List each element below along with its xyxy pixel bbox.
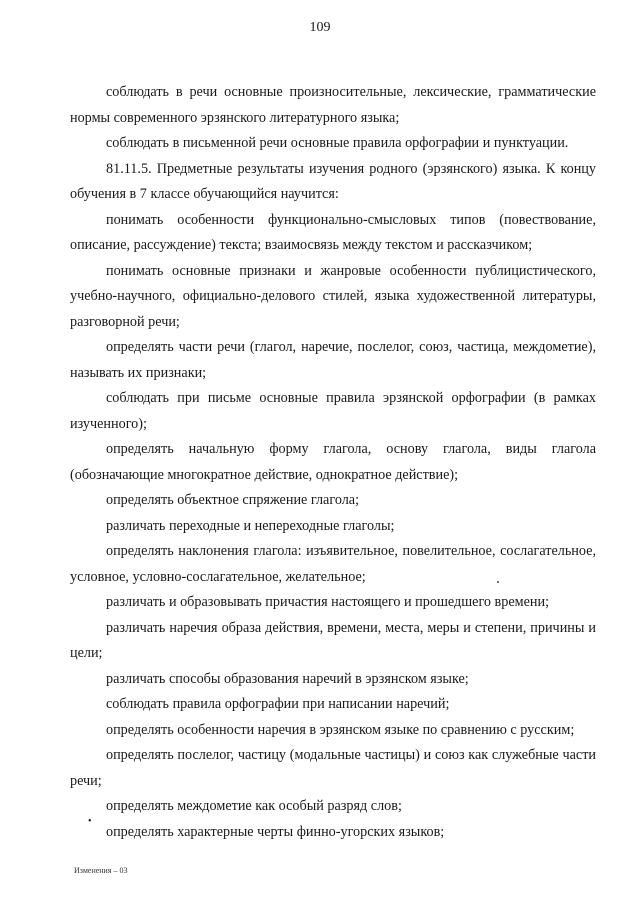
document-body [70,80,596,845]
paragraph-9: определять объектное спряжение глагола; [106,492,360,508]
page-number: 109 [309,20,331,35]
paragraph-10: различать переходные и непереходные глаголы; [106,517,395,534]
scan-speck [497,581,499,583]
paragraph-8: определять начальную форму глагола, основу глагола, виды глагола (обозначающие многократное действие, однократное действие); [70,441,596,483]
paragraph-1: соблюдать в речи основные произносительные, лексические, грамматические нормы современного эрзянского литературного языка; [70,84,596,126]
paragraph-6: определять части речи (глагол, наречие, послелог, союз, частица, междометие), называть их признаки; [70,339,596,381]
paragraph-13: различать наречия образа действия, времени, места, меры и степени, причины и цели; [70,619,596,661]
paragraph-15: соблюдать правила орфографии при написании наречий; [106,696,450,712]
paragraph-19: определять характерные черты финно-угорских языков; [106,823,445,840]
footer-revision: Изменения – 03 [74,866,128,875]
paragraph-5: понимать основные признаки и жанровые особенности публицистического, учебно-научного, официально-делового стилей, языка художественной литературы, разговорной речи; [70,262,596,330]
paragraph-18: определять междометие как особый разряд слов; [106,798,402,814]
paragraph-12: различать и образовывать причастия настоящего и прошедшего времени; [106,594,550,610]
paragraph-3: 81.11.5. Предметные результаты изучения родного (эрзянского) языка. К концу обучения в 7 классе обучающийся научится: [70,160,596,202]
paragraph-2: соблюдать в письменной речи основные правила орфографии и пунктуации. [106,135,569,151]
paragraph-7: соблюдать при письме основные правила эрзянской орфографии (в рамках изученного); [70,390,596,432]
paragraph-17: определять послелог, частицу (модальные частицы) и союз как служебные части речи; [70,747,596,789]
paragraph-11: определять наклонения глагола: изъявительное, повелительное, сослагательное, условное, условно-сослагательное, желательное; [70,543,596,585]
paragraph-14: различать способы образования наречий в эрзянском языке; [106,670,469,687]
paragraph-4: понимать особенности функционально-смысловых типов (повествование, описание, рассуждение) текста; взаимосвязь между текстом и рассказчиком; [70,211,596,253]
scan-mark-bullet: • [88,816,92,827]
paragraph-16: определять особенности наречия в эрзянском языке по сравнению с русским; [106,721,575,738]
